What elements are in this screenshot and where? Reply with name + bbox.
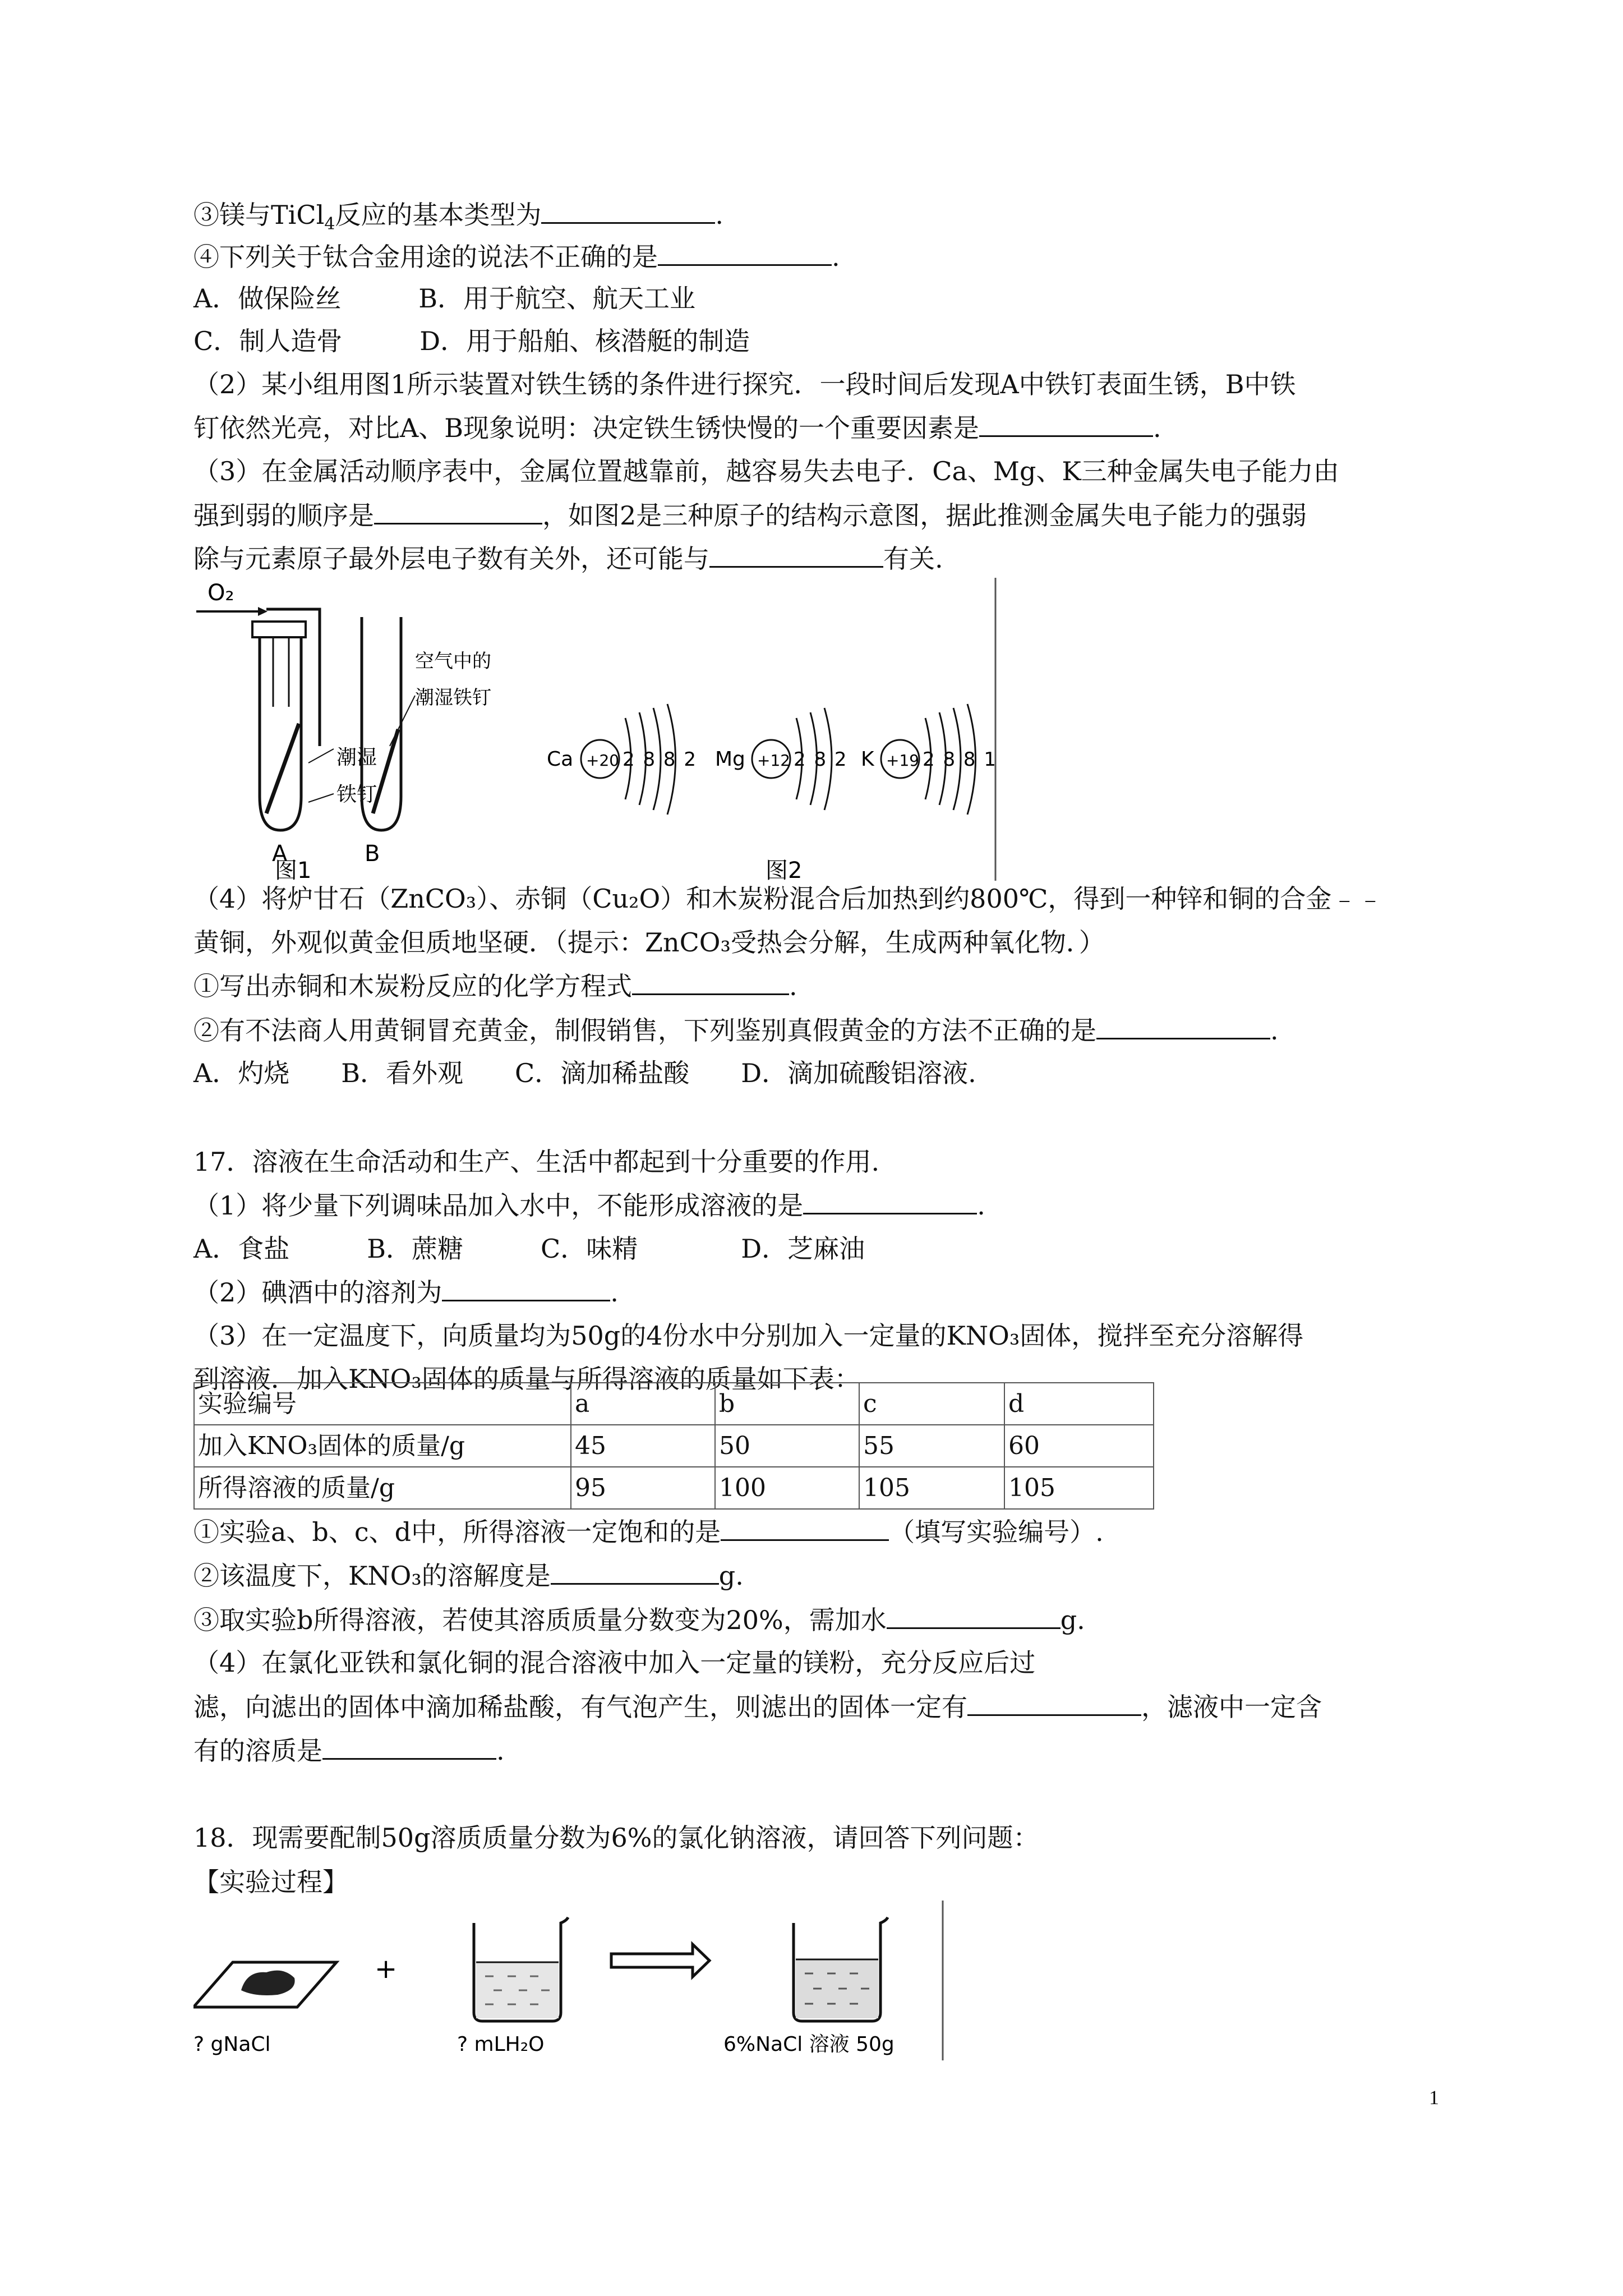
q17-part4-line2: 滤，向滤出的固体中滴加稀盐酸，有气泡产生，则滤出的固体一定有 ，滤液中一定含 <box>193 1690 1322 1724</box>
answer-blank[interactable] <box>322 1733 496 1760</box>
answer-blank[interactable] <box>887 1603 1061 1629</box>
svg-text:B: B <box>365 841 380 867</box>
answer-blank[interactable] <box>1096 1013 1270 1039</box>
q16-part4-item1: ①写出赤铜和木炭粉反应的化学方程式 . <box>193 969 797 1003</box>
svg-text:潮湿铁钉: 潮湿铁钉 <box>415 687 491 709</box>
answer-blank[interactable] <box>658 240 832 266</box>
svg-text:Mg: Mg <box>715 748 745 771</box>
svg-text:Ca: Ca <box>547 748 574 771</box>
q17-part4-line3: 有的溶质是 . <box>193 1733 505 1768</box>
answer-blank[interactable] <box>709 541 883 568</box>
mg-atom-diagram <box>715 708 848 810</box>
q16-part4-options: A．灼烧 B．看外观 C．滴加稀盐酸 D．滴加硫酸铝溶液. <box>193 1058 976 1088</box>
q17-part1-options: A．食盐 B．蔗糖 C．味精 D．芝麻油 <box>193 1234 865 1264</box>
q16-part3-line1: （3）在金属活动顺序表中，金属位置越靠前，越容易失去电子．Ca、Mg、K三种金属失电子能力由 <box>193 456 1339 486</box>
q16-part4-line2: 黄铜，外观似黄金但质地坚硬．（提示：ZnCO₃受热会分解，生成两种氧化物．） <box>193 927 1105 958</box>
answer-blank[interactable] <box>721 1515 889 1541</box>
svg-text:图1: 图1 <box>275 858 312 881</box>
answer-blank[interactable] <box>632 969 789 995</box>
q16-part3-line3: 除与元素原子最外层电子数有关外，还可能与 有关. <box>193 541 943 576</box>
q17-part3-line2: 到溶液．加入KNO₃固体的质量与所得溶液的质量如下表： <box>193 1364 860 1394</box>
svg-text:铁钉: 铁钉 <box>336 783 377 806</box>
answer-blank[interactable] <box>374 498 542 524</box>
q17-title: 17．溶液在生命活动和生产、生活中都起到十分重要的作用. <box>193 1147 880 1177</box>
rust-experiment-figure <box>193 578 1001 881</box>
q17-sub3: ③取实验b所得溶液，若使其溶质质量分数变为20%，需加水 g. <box>193 1603 1085 1637</box>
q17-part2: （2）碘酒中的溶剂为 . <box>193 1275 619 1309</box>
arrow-right-icon <box>611 1944 709 1977</box>
svg-text:K: K <box>861 748 874 771</box>
svg-text:+: + <box>375 1953 398 1985</box>
kno3-table <box>193 1382 1154 1510</box>
q16-part2-line2: 钉依然光亮，对比A、B现象说明：决定铁生锈快慢的一个重要因素是 . <box>193 411 1161 445</box>
q17-sub2: ②该温度下，KNO₃的溶解度是 g. <box>193 1558 744 1593</box>
q16-item3: ③镁与TiCl$_4$反应的基本类型为 . <box>193 197 723 241</box>
svg-text:? gNaCl: ? gNaCl <box>193 2033 271 2056</box>
q16-part3-line2: 强到弱的顺序是 ，如图2是三种原子的结构示意图，据此推测金属失电子能力的强弱 <box>193 498 1307 532</box>
answer-blank[interactable] <box>551 1558 719 1585</box>
svg-text:6%NaCl 溶液 50g: 6%NaCl 溶液 50g <box>723 2033 895 2056</box>
page-number: 1 <box>1429 2086 1439 2109</box>
q16-part2-line1: （2）某小组用图1所示装置对铁生锈的条件进行探究．一段时间后发现A中铁钉表面生锈，B中铁 <box>193 369 1296 399</box>
q16-part4-item2: ②有不法商人用黄铜冒充黄金，制假销售，下列鉴别真假黄金的方法不正确的是 . <box>193 1013 1279 1047</box>
q18-title: 18．现需要配制50g溶质质量分数为6%的氯化钠溶液，请回答下列问题： <box>193 1823 1039 1853</box>
svg-text:A: A <box>272 841 288 867</box>
stopper <box>252 622 306 637</box>
answer-blank[interactable] <box>979 411 1153 437</box>
q16-item4: ④下列关于钛合金用途的说法不正确的是 . <box>193 240 840 274</box>
svg-text:? mLH₂O: ? mLH₂O <box>457 2033 545 2056</box>
svg-text:2 8 2: 2 8 2 <box>794 748 848 771</box>
q17-sub1: ①实验a、b、c、d中，所得溶液一定饱和的是 （填写实验编号）. <box>193 1515 1104 1549</box>
svg-text:+20: +20 <box>586 751 620 770</box>
answer-blank[interactable] <box>442 1275 610 1301</box>
q17-part1: （1）将少量下列调味品加入水中，不能形成溶液的是 . <box>193 1188 985 1222</box>
svg-text:空气中的: 空气中的 <box>415 650 491 673</box>
svg-text:2 8 8 1: 2 8 8 1 <box>923 748 997 771</box>
q17-part4-line1: （4）在氯化亚铁和氯化铜的混合溶液中加入一定量的镁粉，充分反应后过 <box>193 1648 1036 1678</box>
table-row: 所得溶液的质量/g 95 100 105 105 <box>194 1467 1154 1509</box>
answer-blank[interactable] <box>803 1188 977 1214</box>
answer-blank[interactable] <box>541 197 715 224</box>
o2-label: O₂ <box>208 580 234 606</box>
table-row: 实验编号 a b c d <box>194 1383 1154 1425</box>
ca-atom-diagram <box>547 704 697 815</box>
svg-text:+19: +19 <box>886 751 920 770</box>
q16-options-cd: C．制人造骨 D．用于船舶、核潜艇的制造 <box>193 326 750 356</box>
answer-blank[interactable] <box>967 1690 1141 1716</box>
q16-options-ab: A．做保险丝 B．用于航空、航天工业 <box>193 283 696 314</box>
table-row: 加入KNO₃固体的质量/g 45 50 55 60 <box>194 1425 1154 1467</box>
iron-nail-icon <box>266 724 299 813</box>
q18-heading: 【实验过程】 <box>193 1867 348 1897</box>
svg-text:+12: +12 <box>757 751 791 770</box>
q16-part4-line1: （4）将炉甘石（ZnCO₃）、赤铜（Cu₂O）和木炭粉混合后加热到约800℃，得到一种锌和铜的合金﹣﹣ <box>193 884 1384 914</box>
svg-text:图2: 图2 <box>766 858 803 881</box>
nacl-pile-icon <box>241 1971 295 1995</box>
svg-text:潮湿: 潮湿 <box>336 746 377 769</box>
k-atom-diagram <box>861 704 997 815</box>
solution-prep-figure <box>193 1901 948 2060</box>
svg-text:2 8 8 2: 2 8 8 2 <box>623 748 697 771</box>
q17-part3-line1: （3）在一定温度下，向质量均为50g的4份水中分别加入一定量的KNO₃固体，搅拌至充分溶解得 <box>193 1320 1304 1351</box>
